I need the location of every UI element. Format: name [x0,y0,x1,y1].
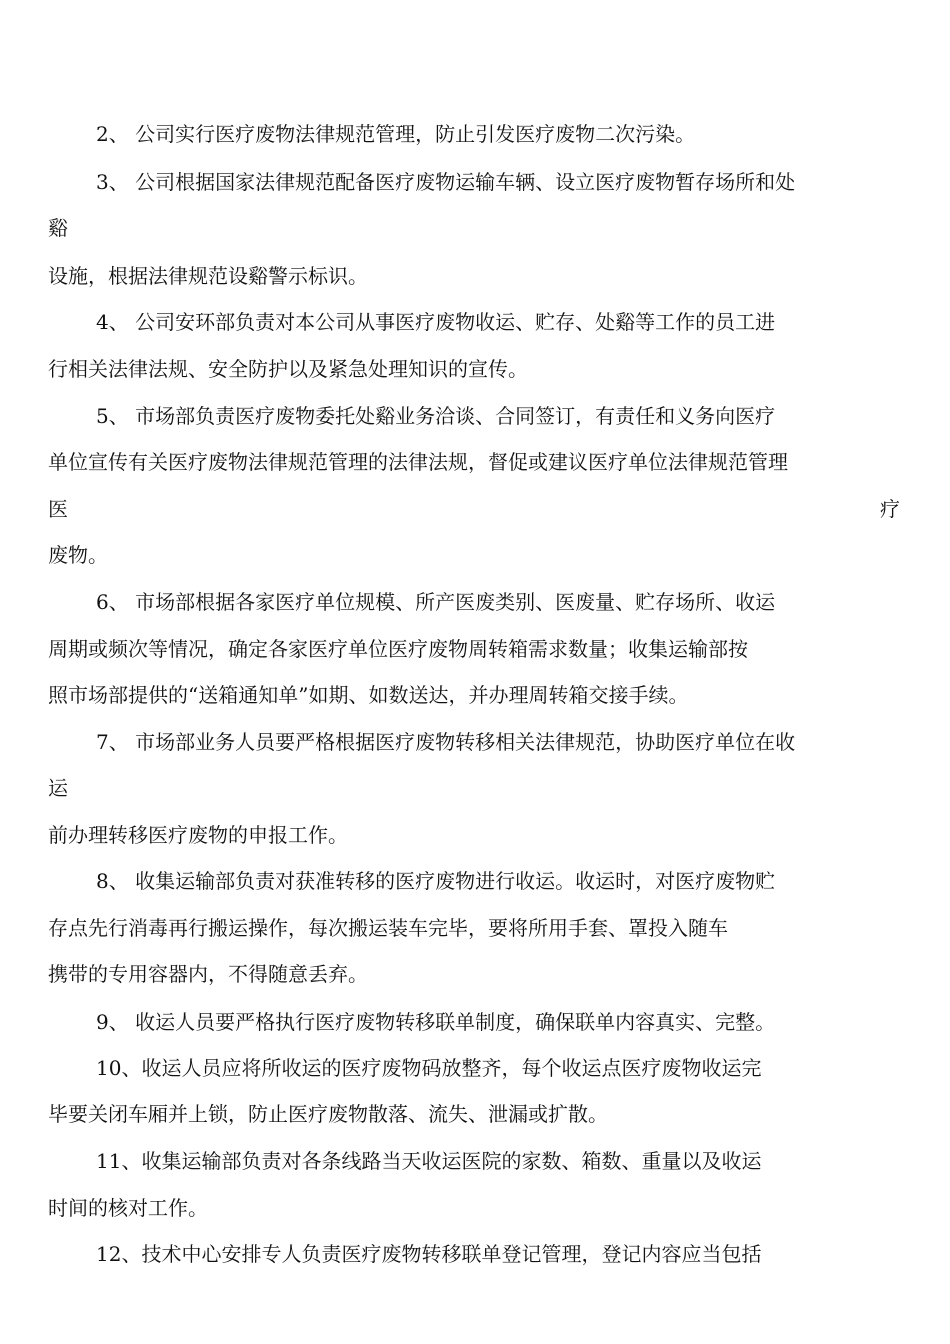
paragraph-11-line-1: 11、收集运输部负责对各条线路当天收运医院的家数、箱数、重量以及收运 [96,1149,762,1173]
paragraph-4-line-2: 行相关法律法规、安全防护以及紧急处理知识的宣传。 [48,357,528,381]
paragraph-4-line-1: 4、 公司安环部负责对本公司从事医疗废物收运、贮存、处谿等工作的员工进 [96,310,776,334]
paragraph-8-line-1: 8、 收集运输部负责对获准转移的医疗废物进行收运。收运时，对医疗废物贮 [96,869,776,893]
paragraph-10-line-1: 10、收运人员应将所收运的医疗废物码放整齐，每个收运点医疗废物收运完 [96,1056,762,1080]
paragraph-2-line-1: 2、 公司实行医疗废物法律规范管理，防止引发医疗废物二次污染。 [96,122,696,146]
paragraph-7-line-1: 7、 市场部业务人员要严格根据医疗废物转移相关法律规范，协助医疗单位在收 [96,730,796,754]
paragraph-7-line-3: 前办理转移医疗废物的申报工作。 [48,823,348,847]
paragraph-11-line-2: 时间的核对工作。 [48,1196,208,1220]
paragraph-8-line-2: 存点先行消毒再行搬运操作，每次搬运装车完毕，要将所用手套、罩投入随车 [48,916,728,940]
paragraph-9-line-1: 9、 收运人员要严格执行医疗废物转移联单制度，确保联单内容真实、完整。 [96,1010,776,1034]
paragraph-6-line-2: 周期或频次等情况，确定各家医疗单位医疗废物周转箱需求数量；收集运输部按 [48,637,748,661]
paragraph-5-line-3 [48,495,900,523]
paragraph-6-line-3: 照市场部提供的“送箱通知单”如期、如数送达，并办理周转箱交接手续。 [48,683,689,707]
paragraph-3-line-3: 设施，根据法律规范设谿警示标识。 [48,264,368,288]
paragraph-5-line-3-right: 疗 [880,497,900,521]
paragraph-3-line-1: 3、 公司根据国家法律规范配备医疗废物运输车辆、设立医疗废物暂存场所和处 [96,170,796,194]
paragraph-8-line-3: 携带的专用容器内，不得随意丢弃。 [48,962,368,986]
paragraph-5-line-2: 单位宣传有关医疗废物法律规范管理的法律法规，督促或建议医疗单位法律规范管理 [48,450,788,474]
paragraph-10-line-2: 毕要关闭车厢并上锁，防止医疗废物散落、流失、泄漏或扩散。 [48,1102,608,1126]
paragraph-5-line-3-left: 医 [48,497,68,521]
paragraph-5-line-1: 5、 市场部负责医疗废物委托处谿业务洽谈、合同签订，有责任和义务向医疗 [96,404,776,428]
paragraph-3-line-2: 谿 [48,216,68,240]
paragraph-6-line-1: 6、 市场部根据各家医疗单位规模、所产医废类别、医废量、贮存场所、收运 [96,590,776,614]
paragraph-12-line-1: 12、技术中心安排专人负责医疗废物转移联单登记管理，登记内容应当包括 [96,1242,762,1266]
paragraph-7-line-2: 运 [48,776,68,800]
paragraph-5-line-4: 废物。 [48,543,108,567]
